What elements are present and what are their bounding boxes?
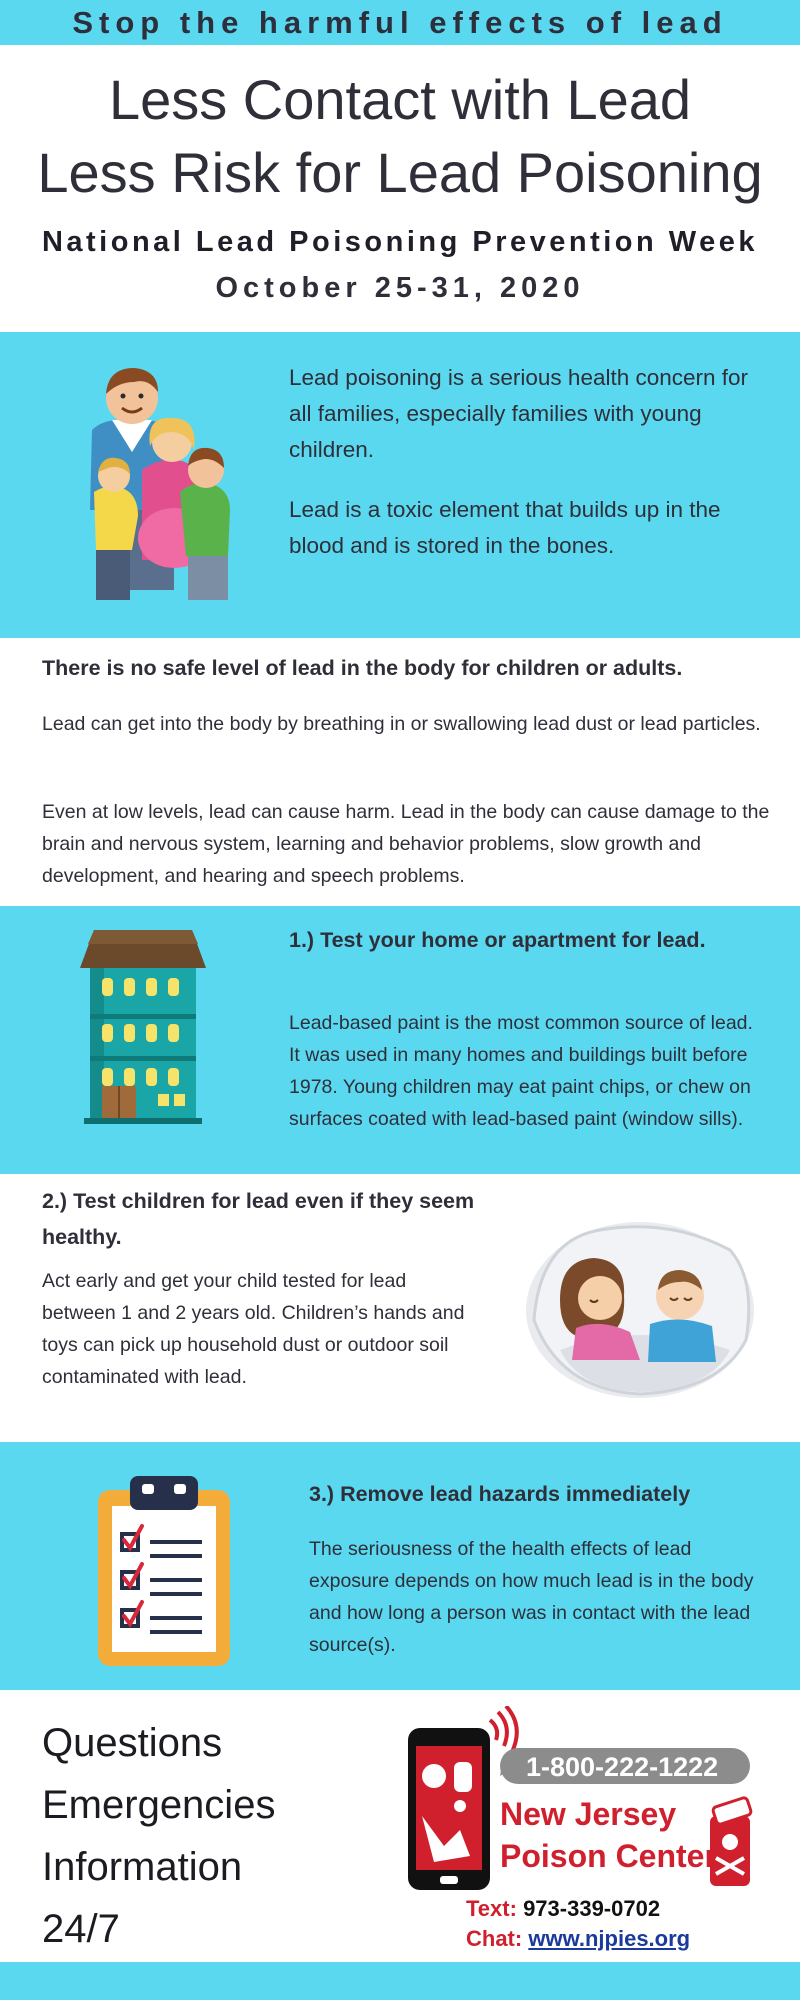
step-1-title: 1.) Test your home or apartment for lead. (289, 928, 706, 952)
poison-center-phone: 1-800-222-1222 (526, 1752, 719, 1782)
intro-paragraph-2: Lead is a toxic element that builds up in the blood and is stored in the bones. (289, 497, 721, 558)
apartment-building-icon (78, 926, 208, 1126)
poison-center-name-1: New Jersey (500, 1796, 677, 1832)
intro-paragraph-1: Lead poisoning is a serious health concern for all families, especially families with young children. (289, 365, 749, 462)
step-3-title: 3.) Remove lead hazards immediately (309, 1482, 691, 1506)
help-item-information: Information (42, 1845, 243, 1889)
headline-line-1: Less Contact with Lead (108, 68, 692, 131)
family-illustration (62, 360, 262, 600)
sleeping-children-illustration (520, 1200, 760, 1400)
no-safe-level-heading: There is no safe level of lead in the body for children or adults. (42, 656, 683, 680)
step-2-body: Act early and get your child tested for lead between 1 and 2 years old. Children’s hands and toys can pick up household dust or outdoor soil contaminated with lead. (42, 1270, 465, 1388)
event-title: National Lead Poisoning Prevention Week (41, 226, 759, 258)
harm-paragraph: Even at low levels, lead can cause harm. Lead in the body can cause damage to the brain and nervous system, learning and behavior problems, slow growth and development, and hearing and speech problems. (42, 801, 770, 887)
text-number: 973-339-0702 (523, 1896, 661, 1921)
text-line (466, 1896, 660, 1922)
chat-line (466, 1926, 690, 1952)
top-banner (0, 0, 800, 45)
poison-center-name-2: Poison Center (500, 1838, 717, 1874)
text-label: Text: (466, 1896, 517, 1921)
step-2-title: 2.) Test children for lead even if they seem healthy. (42, 1189, 475, 1249)
step-3-body: The seriousness of the health effects of lead exposure depends on how much lead is in the body and how long a person was in contact with the lead source(s). (309, 1538, 754, 1656)
help-item-questions: Questions (42, 1721, 223, 1765)
step-1-body: Lead-based paint is the most common source of lead. It was used in many homes and buildings built before 1978. Young children may eat paint chips, or chew on surfaces coated with lead-based paint (window sills). (289, 1012, 753, 1130)
checklist-clipboard-icon (94, 1472, 234, 1670)
help-item-emergencies: Emergencies (42, 1783, 276, 1827)
headline-line-2: Less Risk for Lead Poisoning (37, 141, 763, 204)
chat-label: Chat: (466, 1926, 523, 1951)
exposure-paragraph: Lead can get into the body by breathing in or swallowing lead dust or lead particles. (42, 713, 761, 735)
bottom-band (0, 1962, 800, 2000)
chat-link[interactable]: www.njpies.org (528, 1926, 691, 1951)
banner-text: Stop the harmful effects of lead (72, 4, 728, 40)
help-topics-list (42, 1712, 275, 1960)
event-dates: October 25-31, 2020 (215, 272, 585, 304)
help-item-24-7: 24/7 (42, 1907, 120, 1951)
